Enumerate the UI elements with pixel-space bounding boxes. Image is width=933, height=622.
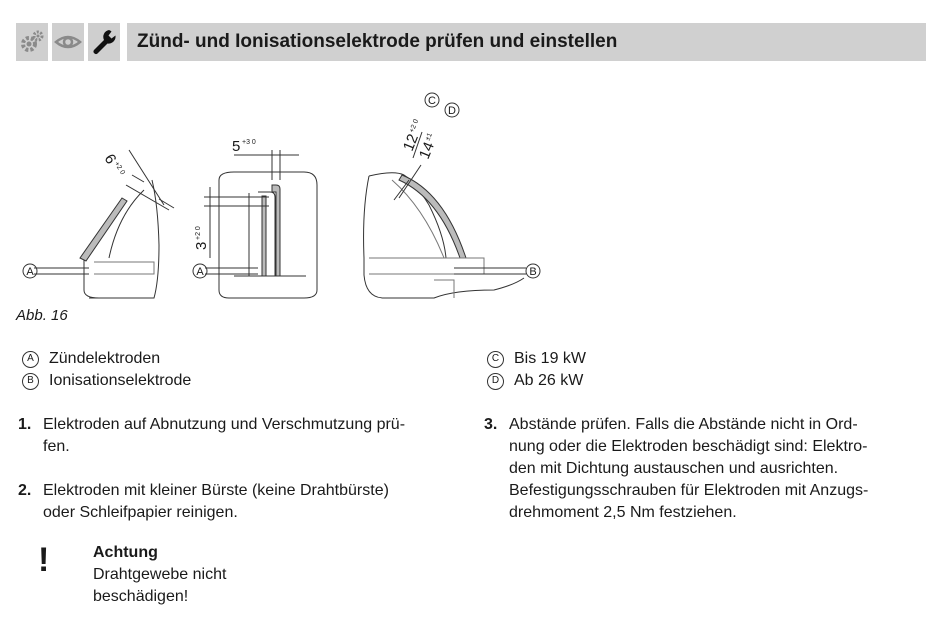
dim-6-tolerance: +2 0 [112,160,126,177]
step-text [43,414,405,458]
header-icons [16,23,124,61]
step-line: Befestigungsschrauben für Elektroden mit Anzugs- [509,482,869,499]
legend-text: Ab 26 kW [514,372,584,389]
legend-text: Bis 19 kW [514,350,587,367]
title-bar [127,23,926,61]
step-number: 3. [484,416,498,433]
legend-right [487,348,586,392]
step-line: den mit Dichtung austauschen und ausrichten. [509,460,839,477]
label-a-middle: A [196,266,204,278]
warning-box [38,542,226,608]
step-line: Abstände prüfen. Falls die Abstände nicht in Ord- [509,416,858,433]
step-line: oder Schleifpapier reinigen. [43,504,238,521]
legend-item [22,370,191,392]
dim-5-tolerance: +3 0 [242,139,256,146]
legend-item [22,348,191,370]
legend-mark: A [22,351,39,368]
dim-5-value: 5 [232,138,241,155]
dim-14-tolerance: ±1 [424,132,434,142]
electrode-diagram [14,80,554,310]
step-line: Elektroden mit kleiner Bürste (keine Drahtbürste) [43,482,389,499]
legend-mark: D [487,373,504,390]
dim-12-tolerance: +2 0 [408,118,421,134]
step-text [43,480,389,524]
step-line: Elektroden auf Abnutzung und Verschmutzung prü- [43,416,406,433]
gears-icon [16,23,48,61]
step-1 [18,414,405,458]
warning-line: Drahtgewebe nicht [93,566,227,583]
dim-6-value: 6 [100,151,120,168]
legend-item [487,348,586,370]
step-2 [18,480,389,524]
step-line: nung oder die Elektroden beschädigt sind: Elektro- [509,438,868,455]
label-d: D [448,105,456,117]
figure-caption: Abb. 16 [16,307,68,324]
legend-item [487,370,586,392]
dim-12-value: 12 [399,131,422,154]
step-text [509,414,868,524]
dim-3-tolerance: +2 0 [195,226,202,240]
dim-14-value: 14 [415,139,438,162]
page-title: Zünd- und Ionisationselektrode prüfen und einstellen [137,31,618,52]
legend-mark: C [487,351,504,368]
legend-mark: B [22,373,39,390]
warning-icon: ! [38,541,50,579]
step-number: 2. [18,482,32,499]
legend-text: Ionisationselektrode [49,372,192,389]
warning-heading: Achtung [93,544,158,561]
dim-3-value: 3 [193,241,210,250]
eye-icon [52,23,84,61]
label-a-left: A [26,266,34,278]
legend-text: Zündelektroden [49,350,161,367]
legend-left [22,348,191,392]
step-line: drehmoment 2,5 Nm festziehen. [509,504,737,521]
warning-text [93,542,226,608]
label-b: B [529,266,537,278]
step-3 [484,414,868,524]
warning-line: beschädigen! [93,588,189,605]
label-c: C [428,95,436,107]
wrench-icon [88,23,120,61]
step-line: fen. [43,438,70,455]
step-number: 1. [18,416,32,433]
